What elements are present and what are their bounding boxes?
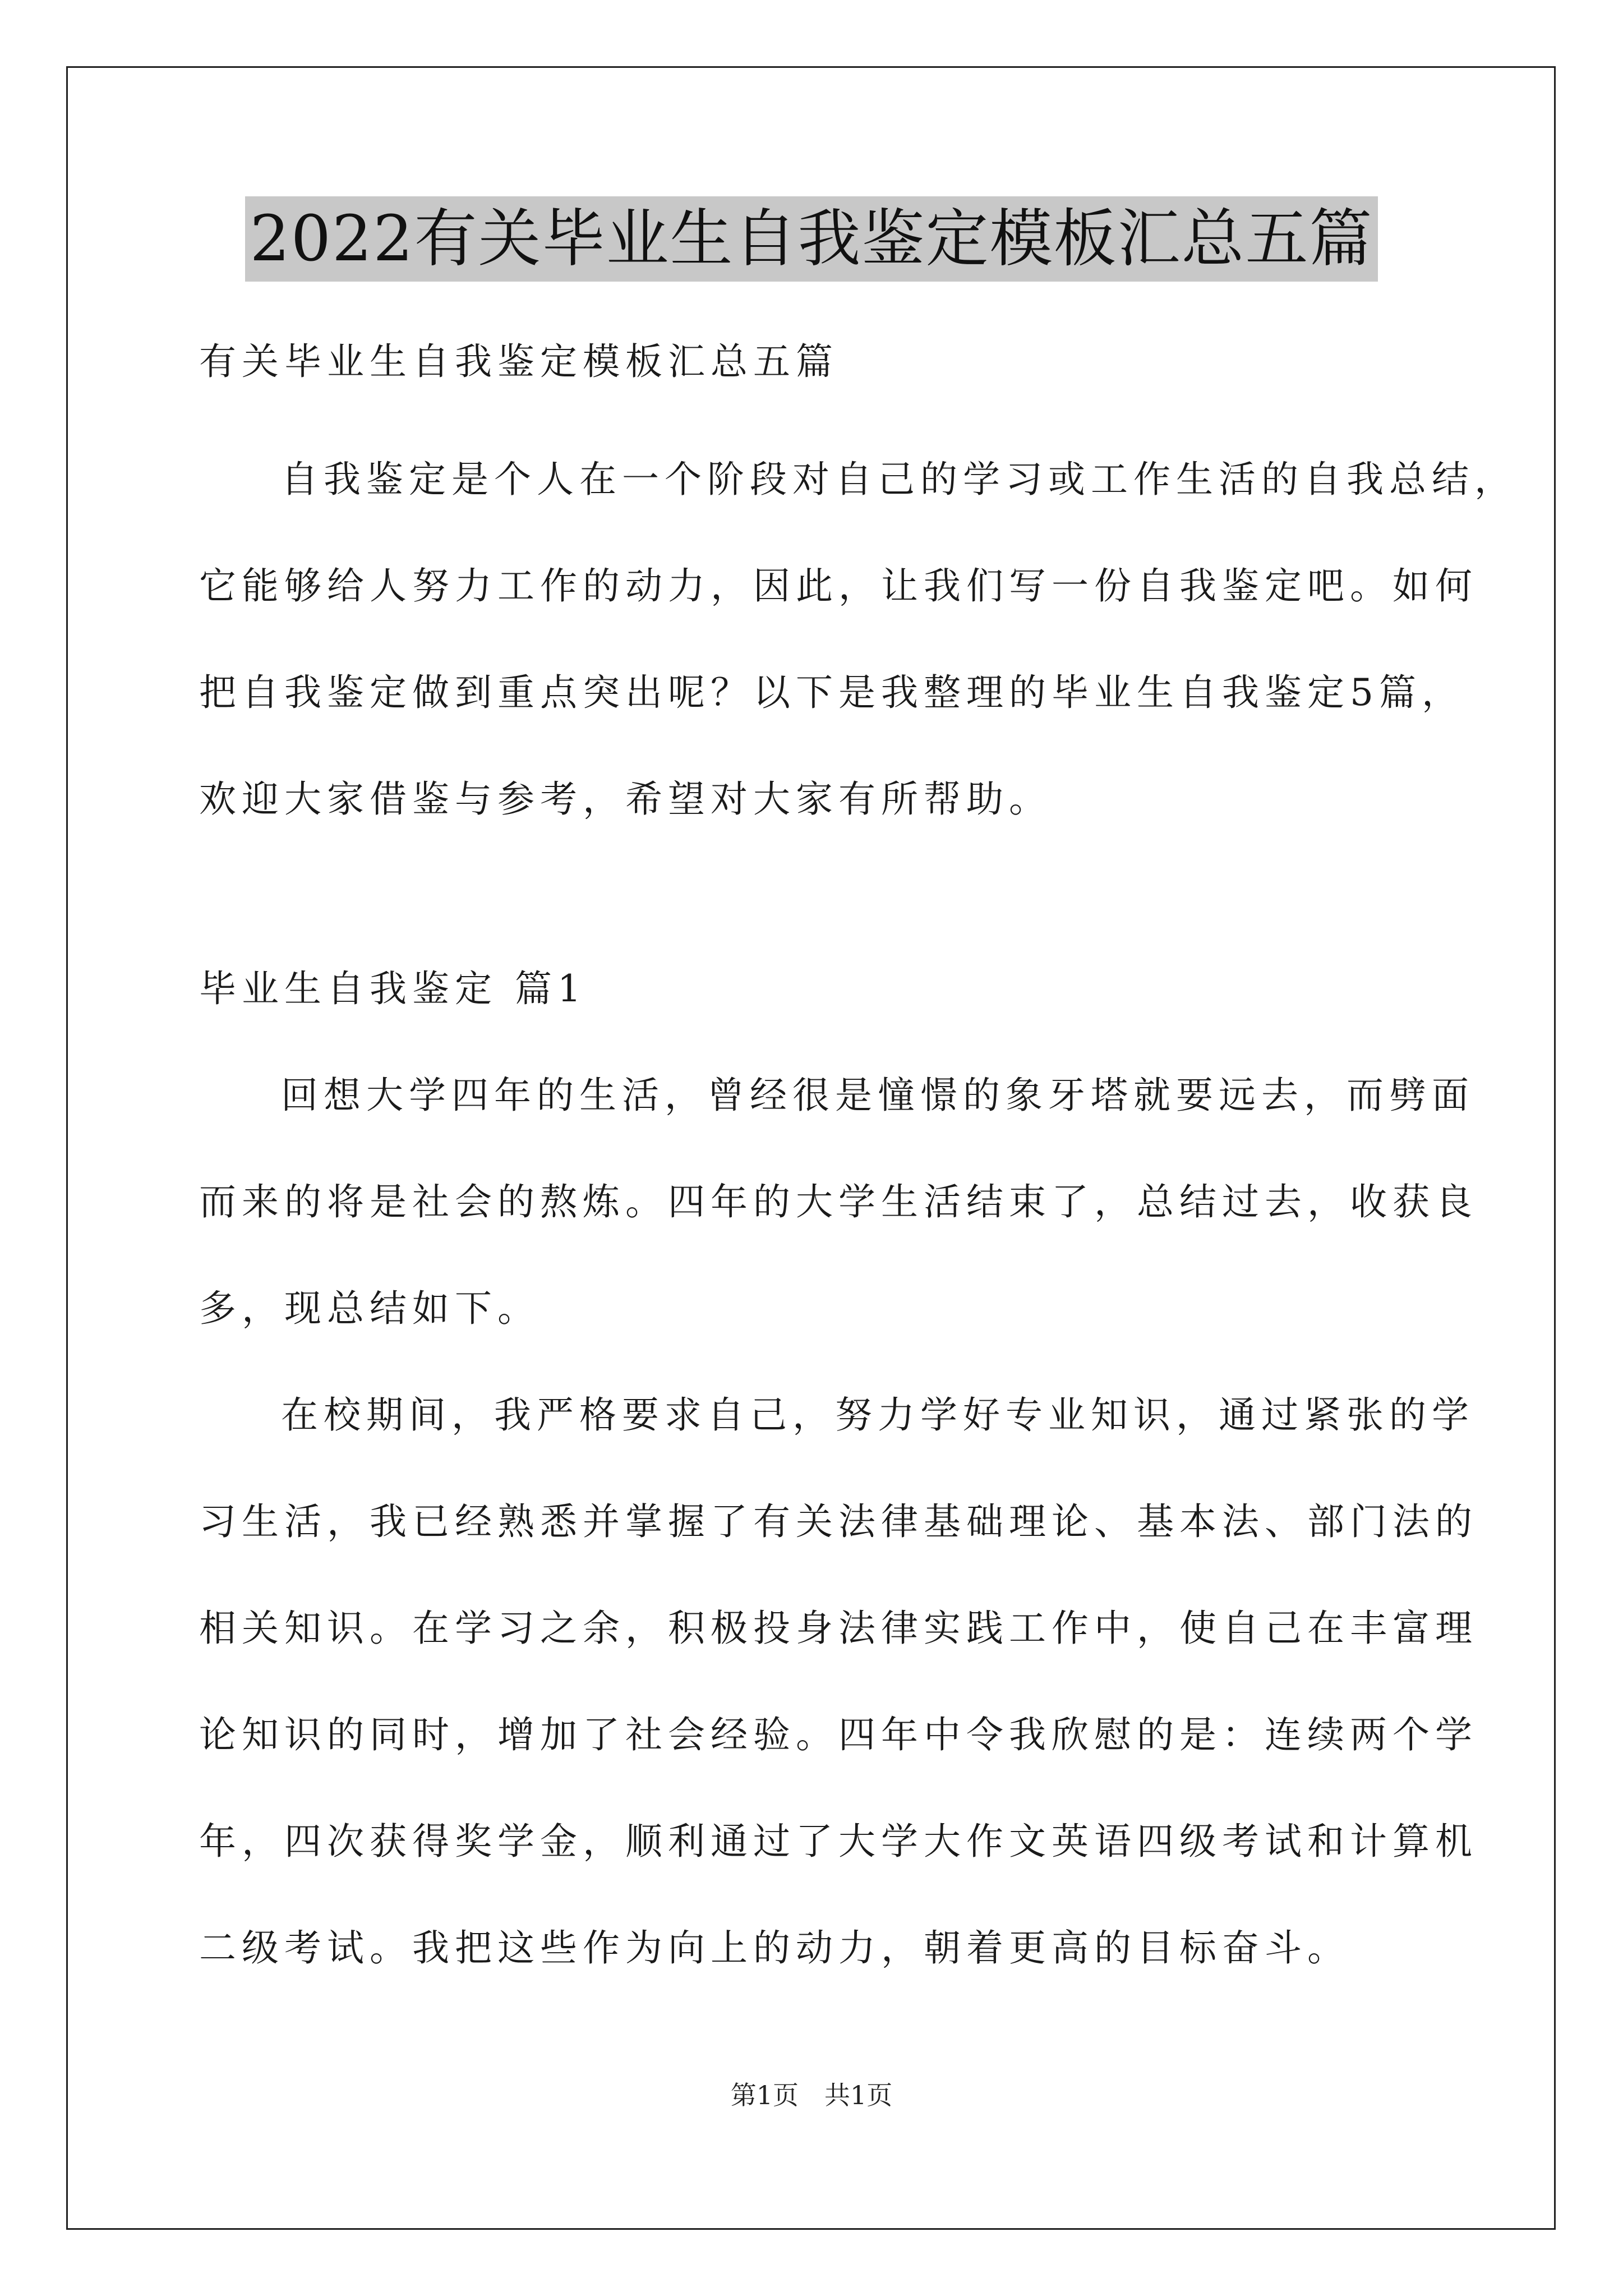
section-heading: 毕业生自我鉴定 篇1	[199, 967, 587, 1010]
paragraph-line: 在校期间，我严格要求自己，努力学好专业知识，通过紧张的学	[281, 1393, 1474, 1437]
document-subtitle: 有关毕业生自我鉴定模板汇总五篇	[199, 340, 838, 383]
page-border	[66, 66, 1556, 2230]
paragraph-line: 年，四次获得奖学金，顺利通过了大学大作文英语四级考试和计算机	[199, 1820, 1478, 1863]
paragraph-line: 而来的将是社会的熬炼。四年的大学生活结束了，总结过去，收获良	[199, 1180, 1478, 1223]
intro-line: 它能够给人努力工作的动力，因此，让我们写一份自我鉴定吧。如何	[199, 564, 1478, 608]
title-container	[0, 196, 1623, 282]
page-footer: 第1页 共1页	[730, 2080, 893, 2110]
document-title: 2022有关毕业生自我鉴定模板汇总五篇	[245, 196, 1377, 282]
paragraph-line: 多，现总结如下。	[199, 1287, 540, 1330]
paragraph-line: 习生活，我已经熟悉并掌握了有关法律基础理论、基本法、部门法的	[199, 1500, 1478, 1543]
paragraph-line: 相关知识。在学习之余，积极投身法律实践工作中，使自己在丰富理	[199, 1607, 1478, 1650]
paragraph-line: 二级考试。我把这些作为向上的动力，朝着更高的目标奋斗。	[199, 1926, 1350, 1970]
paragraph-line: 论知识的同时，增加了社会经验。四年中令我欣慰的是：连续两个学	[199, 1713, 1478, 1756]
intro-line: 自我鉴定是个人在一个阶段对自己的学习或工作生活的自我总结，	[281, 458, 1517, 501]
intro-line: 欢迎大家借鉴与参考，希望对大家有所帮助。	[199, 777, 1052, 821]
paragraph-line: 回想大学四年的生活，曾经很是憧憬的象牙塔就要远去，而劈面	[281, 1074, 1474, 1117]
intro-line: 把自我鉴定做到重点突出呢？以下是我整理的毕业生自我鉴定5篇，	[199, 671, 1464, 714]
